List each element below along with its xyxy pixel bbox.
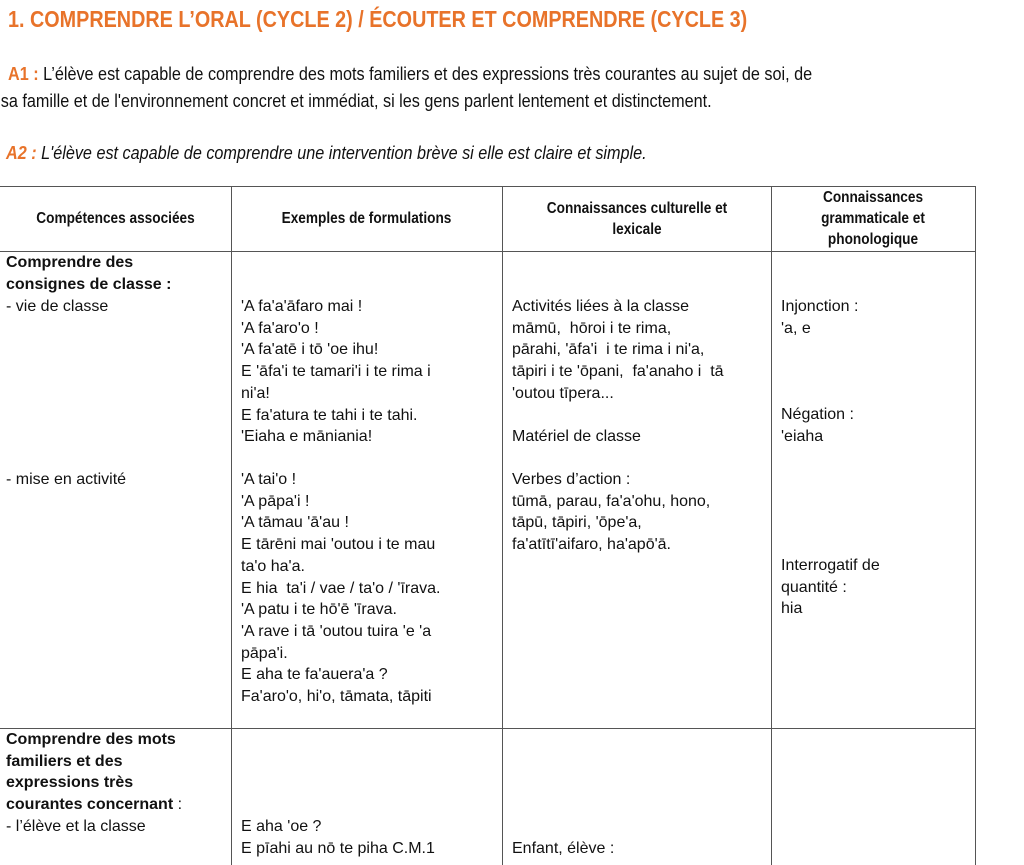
header-grammaticale: Connaissances grammaticale et phonologique [821, 189, 925, 248]
level-a1 [0, 61, 813, 115]
competence-title: Comprendre des consignes de classe : [6, 254, 172, 293]
column-divider [975, 186, 976, 865]
header-exemples: Exemples de formulations [281, 210, 452, 227]
column-divider [771, 186, 772, 865]
header-competences: Compétences associées [36, 210, 195, 227]
lexical-text: Enfant, élève : [512, 840, 615, 857]
a1-label: A1 : [8, 64, 39, 84]
section-title: 1. COMPRENDRE L’ORAL (CYCLE 2) / ÉCOUTER ET COMPRENDRE (CYCLE 3) [8, 6, 748, 32]
a2-text: L'élève est capable de comprendre une intervention brève si elle est claire et simple. [36, 143, 647, 163]
competence-colon: : [173, 796, 183, 814]
sub-competence: - mise en activité [6, 471, 127, 488]
a1-text-1: L’élève est capable de comprendre des mots familiers et des expressions très courantes au sujet de soi, de [38, 64, 813, 84]
examples-text: E aha 'oe ? E pīahi au nō te piha C.M.1 [241, 818, 435, 857]
level-a2 [6, 140, 647, 167]
grammar-text: Négation : 'eiaha [781, 406, 854, 445]
grammar-text: Interrogatif de quantité : hia [781, 557, 880, 618]
competence-title: Comprendre des mots familiers et des expressions très courantes concernant [6, 731, 176, 814]
sub-competence: - l’élève et la classe [6, 818, 146, 835]
header-culturelle-lexicale: Connaissances culturelle et lexicale [546, 200, 728, 238]
sub-competence: - vie de classe [6, 298, 109, 315]
column-divider [231, 186, 232, 865]
column-divider [502, 186, 503, 865]
lexical-text: Verbes d’action : tūmā, parau, fa'a'ohu, hono, tāpū, tāpiri, 'ōpe'a, fa'atītī'aifaro, ha'apō'ā. [512, 471, 711, 554]
examples-text: 'A tai'o ! 'A pāpa'i ! 'A tāmau 'ā'au ! E tārēni mai 'outou i te mau ta'o ha'a. E hia ta'i / vae / ta'o / 'īrava. 'A patu i te hō'ē 'īrava. 'A rave i tā 'outou tuira 'e 'a pāpa'i. E aha te fa'auera'a ? Fa'aro'o, hi'o, tāmata, tāpiti [241, 471, 441, 706]
a1-text-2: sa famille et de l'environnement concret et immédiat, si les gens parlent lentement et distinctement. [0, 91, 712, 111]
grammar-text: Injonction : 'a, e [781, 298, 859, 337]
a2-label: A2 : [6, 143, 37, 163]
examples-text: 'A fa'a'āfaro mai ! 'A fa'aro'o ! 'A fa'atē i tō 'oe ihu! E 'āfa'i te tamari'i i te rima i ni'a! E fa'atura te tahi i te tahi. 'Eiaha e māniania! [241, 298, 431, 446]
lexical-text: Activités liées à la classe māmū, hōroi i te rima, pārahi, 'āfa'i i te rima i ni'a, tāpiri i te 'ōpani, fa'anaho i tā 'outou tīpera... Matériel de classe [512, 298, 724, 446]
